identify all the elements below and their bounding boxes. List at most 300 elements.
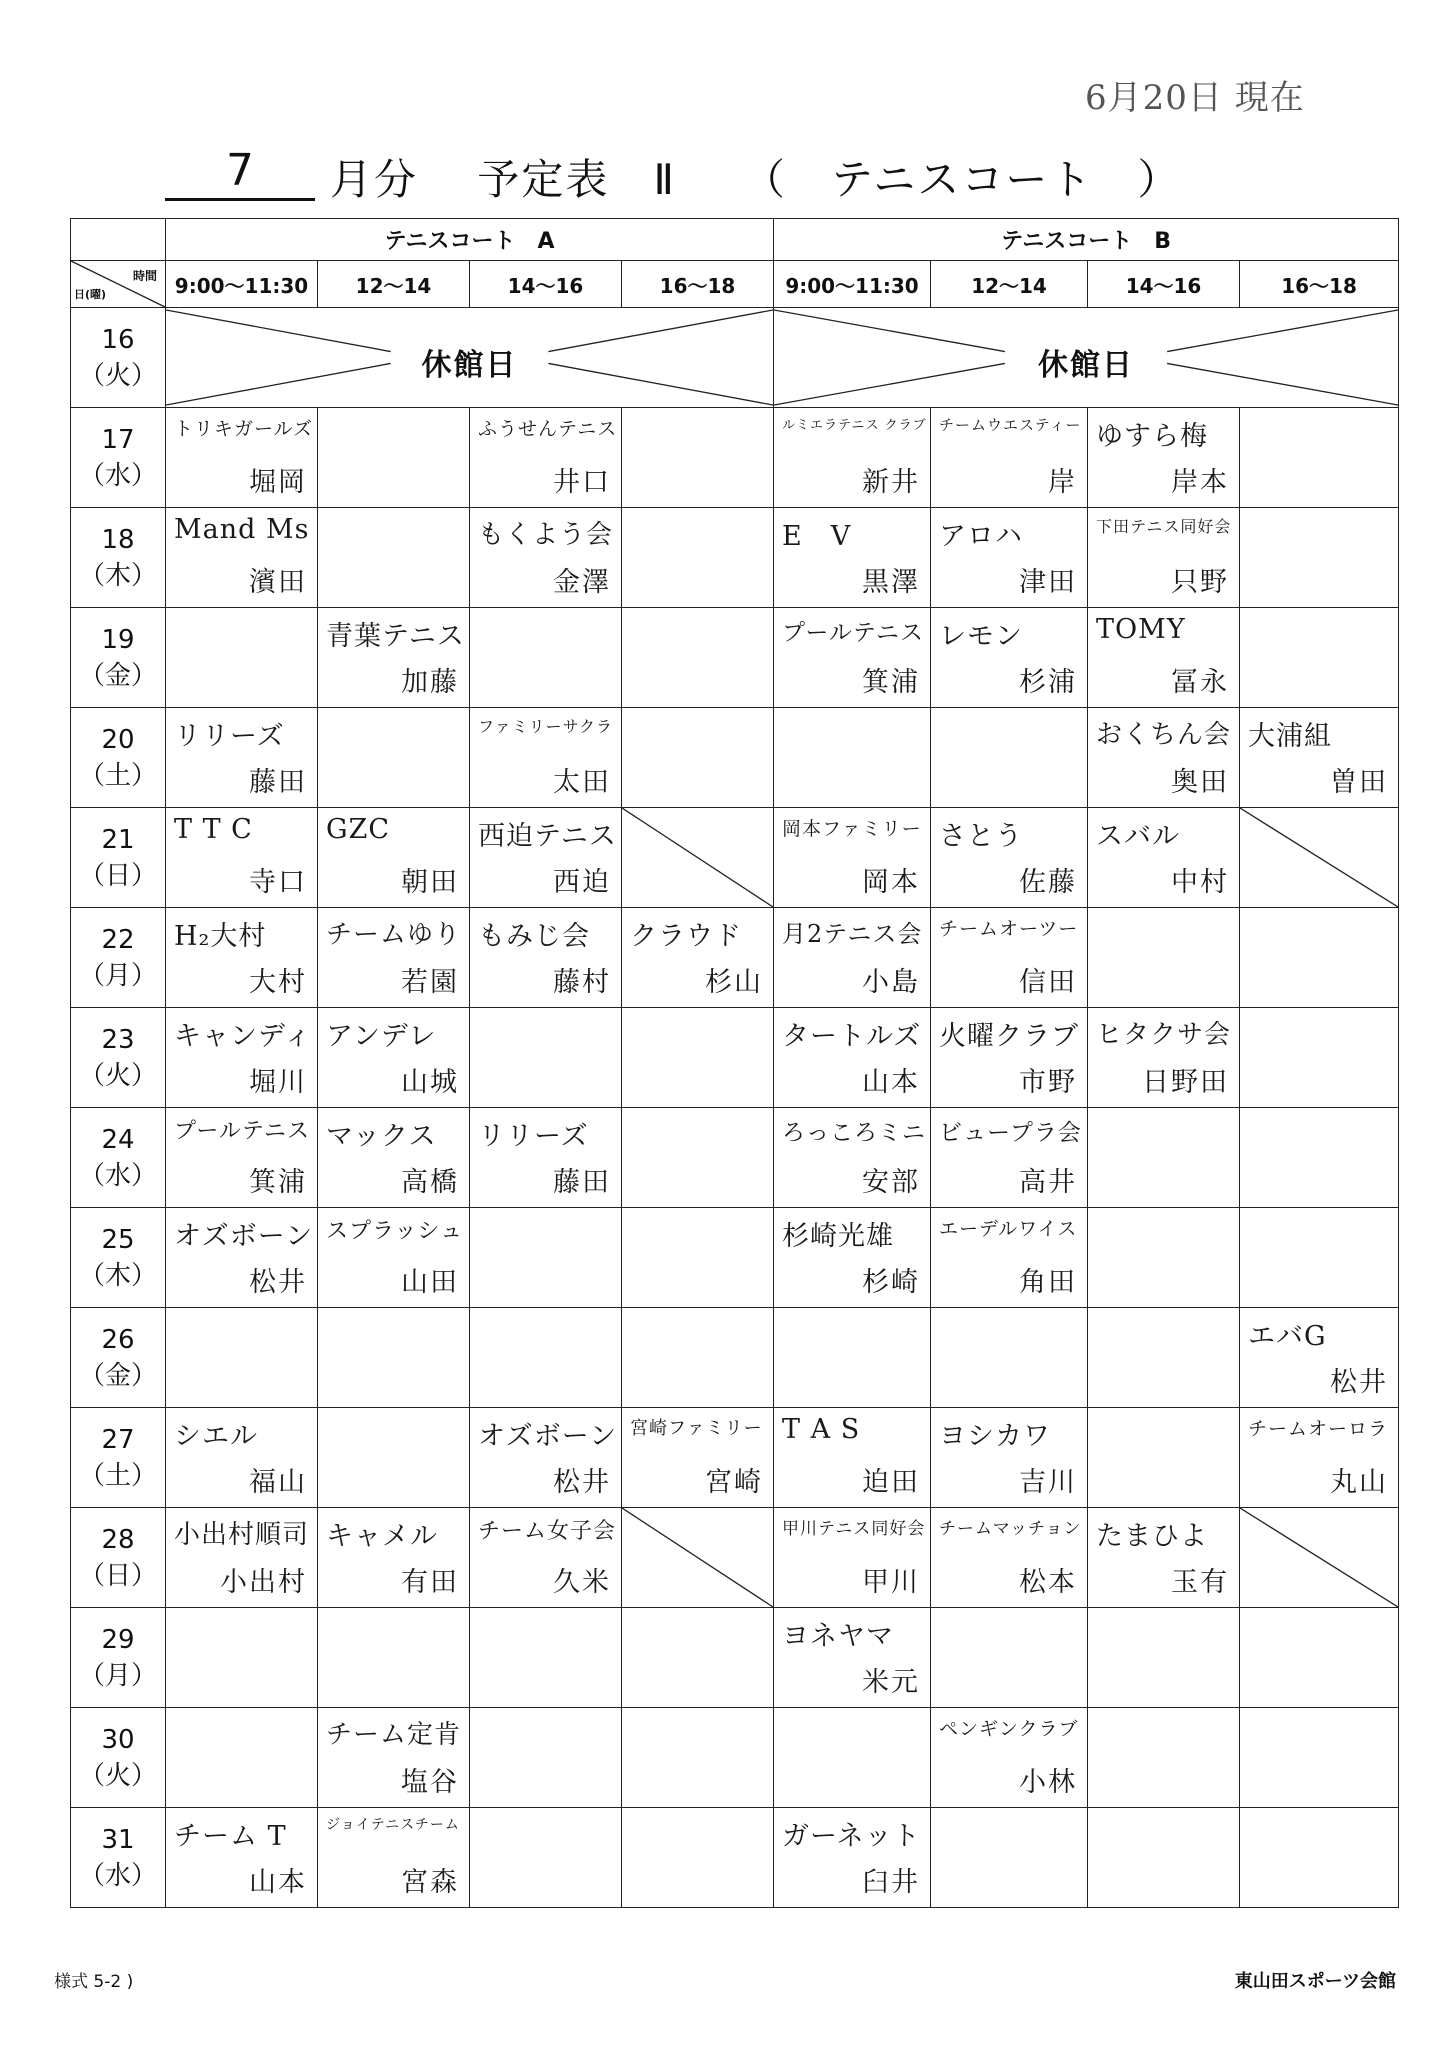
day-cell — [71, 1108, 166, 1208]
schedule-row — [71, 1608, 1399, 1708]
representative-name: 宮崎 — [705, 1467, 764, 1498]
booking-slot[interactable] — [318, 1308, 470, 1408]
team-name: オズボーン — [478, 1421, 618, 1452]
representative-name: 有田 — [401, 1567, 459, 1598]
booking-slot[interactable] — [1088, 708, 1240, 808]
booking-slot[interactable] — [774, 1808, 931, 1908]
time-slot-header: 14～16 — [470, 261, 622, 308]
booking-slot[interactable] — [166, 408, 318, 508]
team-name: シエル — [174, 1421, 258, 1452]
representative-name: 津田 — [1019, 567, 1078, 598]
court-a-closed-cell — [166, 308, 774, 408]
day-weekday: （木） — [78, 1260, 157, 1291]
booking-slot[interactable] — [470, 708, 622, 808]
day-date: 17 — [101, 424, 135, 455]
team-name: GZC — [326, 814, 390, 845]
team-name: チームオーツー — [939, 918, 1079, 940]
schedule-row — [71, 608, 1399, 708]
booking-slot[interactable] — [774, 808, 931, 908]
booking-slot[interactable] — [1088, 1208, 1240, 1308]
team-name: レモン — [939, 621, 1024, 652]
booking-slot[interactable] — [774, 408, 931, 508]
booking-slot[interactable] — [1088, 908, 1240, 1008]
representative-name: 山田 — [401, 1267, 459, 1298]
team-name: アロハ — [939, 521, 1024, 552]
day-date: 29 — [101, 1624, 135, 1655]
day-cell — [71, 808, 166, 908]
booking-slot[interactable] — [1088, 408, 1240, 508]
day-date: 23 — [101, 1024, 135, 1055]
representative-name: 山城 — [401, 1067, 459, 1098]
day-weekday: （金） — [78, 660, 157, 691]
booking-slot[interactable] — [931, 1808, 1088, 1908]
booking-slot[interactable] — [622, 1108, 774, 1208]
booking-slot[interactable] — [470, 508, 622, 608]
booking-slot[interactable] — [931, 408, 1088, 508]
team-name: オズボーン — [174, 1221, 314, 1252]
team-name: ヨシカワ — [939, 1421, 1052, 1452]
day-weekday: （火） — [78, 1060, 157, 1091]
booking-slot[interactable] — [1240, 1708, 1399, 1808]
booking-slot[interactable] — [1088, 1008, 1240, 1108]
schedule-row — [71, 1208, 1399, 1308]
unavailable-slash — [1240, 808, 1398, 907]
representative-name: 高橋 — [401, 1167, 459, 1198]
booking-slot[interactable] — [470, 1408, 622, 1508]
team-name: 火曜クラブ — [939, 1021, 1080, 1052]
booking-slot[interactable] — [1240, 1008, 1399, 1108]
booking-slot[interactable] — [166, 1408, 318, 1508]
booking-slot[interactable] — [774, 1208, 931, 1308]
booking-slot[interactable] — [470, 1808, 622, 1908]
booking-slot[interactable] — [1240, 908, 1399, 1008]
booking-slot[interactable] — [166, 1808, 318, 1908]
team-name: チームウエスティー — [939, 416, 1082, 434]
team-name: 大浦組 — [1248, 721, 1333, 752]
representative-name: 福山 — [249, 1467, 307, 1498]
team-name: ガーネット — [782, 1821, 921, 1852]
booking-slot[interactable] — [470, 1008, 622, 1108]
team-name: E V — [782, 521, 852, 552]
day-cell — [71, 1308, 166, 1408]
representative-name: 安部 — [862, 1167, 921, 1198]
team-name: TOMY — [1096, 614, 1186, 645]
day-date: 24 — [101, 1124, 135, 1155]
schedule-row — [71, 508, 1399, 608]
corner-day-label: 日(曜) — [74, 288, 107, 301]
team-name: ジョイテニスチーム — [326, 1817, 460, 1833]
booking-slot[interactable] — [166, 808, 318, 908]
booking-slot[interactable] — [622, 1308, 774, 1408]
booking-slot[interactable] — [470, 608, 622, 708]
team-name: もくよう会 — [478, 520, 614, 550]
representative-name: 松井 — [553, 1467, 611, 1498]
representative-name: 玉有 — [1171, 1567, 1230, 1598]
booking-slot[interactable] — [1240, 1508, 1399, 1608]
day-weekday: （水） — [78, 1860, 157, 1891]
time-slot-header: 16～18 — [1240, 261, 1399, 308]
representative-name: 臼井 — [862, 1867, 921, 1898]
team-name: チームマッチョン — [939, 1519, 1082, 1539]
day-date: 19 — [101, 624, 135, 655]
as-of-date-note: 6月20日 現在 — [1085, 78, 1305, 118]
day-weekday: （金） — [78, 1360, 157, 1391]
booking-slot[interactable] — [1240, 608, 1399, 708]
day-date: 22 — [101, 924, 135, 955]
booking-slot[interactable] — [1240, 1608, 1399, 1708]
team-name: ファミリーサクラ — [478, 717, 614, 736]
representative-name: 西迫 — [553, 867, 611, 898]
booking-slot[interactable] — [622, 1508, 774, 1608]
booking-slot[interactable] — [1088, 1808, 1240, 1908]
booking-slot[interactable] — [318, 408, 470, 508]
booking-slot[interactable] — [1088, 608, 1240, 708]
booking-slot[interactable] — [1240, 408, 1399, 508]
booking-slot[interactable] — [622, 408, 774, 508]
day-cell — [71, 508, 166, 608]
booking-slot[interactable] — [166, 608, 318, 708]
day-cell — [71, 908, 166, 1008]
team-name: プールテニス — [782, 620, 924, 646]
booking-slot[interactable] — [622, 1208, 774, 1308]
representative-name: 朝田 — [401, 867, 459, 898]
representative-name: 塩谷 — [401, 1767, 459, 1798]
booking-slot[interactable] — [931, 1108, 1088, 1208]
representative-name: 金澤 — [553, 567, 611, 598]
booking-slot[interactable] — [1088, 1708, 1240, 1808]
booking-slot[interactable] — [1240, 1308, 1399, 1408]
day-cell — [71, 408, 166, 508]
unavailable-slash — [622, 808, 773, 907]
booking-slot[interactable] — [166, 908, 318, 1008]
representative-name: 迫田 — [862, 1467, 921, 1498]
representative-name: 米元 — [862, 1667, 921, 1698]
day-weekday: （火） — [78, 1760, 157, 1791]
day-weekday: （土） — [78, 1460, 157, 1491]
booking-slot[interactable] — [774, 1408, 931, 1508]
representative-name: 加藤 — [401, 667, 459, 698]
booking-slot[interactable] — [470, 408, 622, 508]
booking-slot[interactable] — [1088, 508, 1240, 608]
booking-slot[interactable] — [1088, 1408, 1240, 1508]
team-name: タートルズ — [782, 1021, 922, 1052]
booking-slot[interactable] — [622, 1708, 774, 1808]
booking-slot[interactable] — [622, 708, 774, 808]
team-name: ペンギンクラブ — [939, 1718, 1079, 1740]
representative-name: 久米 — [553, 1567, 611, 1598]
team-name: スバル — [1096, 821, 1181, 852]
representative-name: 松井 — [249, 1267, 307, 1298]
booking-slot[interactable] — [1240, 508, 1399, 608]
day-date: 16 — [101, 324, 135, 355]
team-name: ヒタクサ会 — [1096, 1020, 1232, 1050]
corner-top — [71, 219, 166, 261]
day-date: 20 — [101, 724, 135, 755]
booking-slot[interactable] — [931, 1008, 1088, 1108]
booking-slot[interactable] — [622, 1008, 774, 1108]
court-a-header: テニスコート A — [166, 219, 774, 261]
representative-name: 丸山 — [1330, 1467, 1389, 1498]
day-cell — [71, 1608, 166, 1708]
booking-slot[interactable] — [1088, 1108, 1240, 1208]
representative-name: 信田 — [1019, 967, 1078, 998]
team-name: チーム定肯 — [326, 1720, 462, 1750]
representative-name: 曽田 — [1330, 767, 1389, 798]
representative-name: 甲川 — [862, 1567, 921, 1598]
booking-slot[interactable] — [622, 1808, 774, 1908]
team-name: 西迫テニス — [478, 821, 617, 852]
time-slot-header: 9:00～11:30 — [166, 261, 318, 308]
representative-name: 大村 — [249, 967, 307, 998]
booking-slot[interactable] — [1240, 1208, 1399, 1308]
booking-slot[interactable] — [622, 808, 774, 908]
representative-name: 山本 — [862, 1067, 921, 1098]
title-label: 月分 予定表 Ⅱ （ テニスコート ） — [330, 155, 1182, 204]
booking-slot[interactable] — [166, 708, 318, 808]
team-name: ヨネヤマ — [782, 1621, 895, 1652]
day-cell — [71, 308, 166, 408]
schedule-row — [71, 1108, 1399, 1208]
schedule-row — [71, 1408, 1399, 1508]
team-name: 小出村順司 — [174, 1520, 310, 1550]
booking-slot[interactable] — [166, 1308, 318, 1408]
booking-slot[interactable] — [774, 908, 931, 1008]
representative-name: 井口 — [553, 467, 611, 498]
representative-name: 杉山 — [705, 967, 764, 998]
representative-name: 濱田 — [249, 567, 307, 598]
schedule-row — [71, 408, 1399, 508]
booking-slot[interactable] — [166, 508, 318, 608]
representative-name: 日野田 — [1142, 1067, 1230, 1098]
booking-slot[interactable] — [1240, 808, 1399, 908]
representative-name: 松本 — [1019, 1567, 1078, 1598]
booking-slot[interactable] — [1088, 808, 1240, 908]
representative-name: 市野 — [1019, 1067, 1078, 1098]
representative-name: 高井 — [1019, 1167, 1078, 1198]
booking-slot[interactable] — [318, 1608, 470, 1708]
booking-slot[interactable] — [470, 1708, 622, 1808]
team-name: チーム女子会 — [478, 1519, 617, 1544]
representative-name: 奥田 — [1171, 767, 1230, 798]
booking-slot[interactable] — [318, 508, 470, 608]
booking-slot[interactable] — [931, 1308, 1088, 1408]
booking-slot[interactable] — [931, 1208, 1088, 1308]
booking-slot[interactable] — [774, 1708, 931, 1808]
booking-slot[interactable] — [622, 508, 774, 608]
booking-slot[interactable] — [1240, 708, 1399, 808]
representative-name: 堀岡 — [249, 467, 307, 498]
team-name: ゆすら梅 — [1096, 421, 1209, 452]
team-name: ろっころミニ — [782, 1120, 927, 1146]
booking-slot[interactable] — [774, 508, 931, 608]
booking-slot[interactable] — [166, 1108, 318, 1208]
schedule-row — [71, 308, 1399, 408]
representative-name: 箕浦 — [862, 667, 921, 698]
booking-slot[interactable] — [1240, 1108, 1399, 1208]
booking-slot[interactable] — [622, 908, 774, 1008]
representative-name: 佐藤 — [1019, 867, 1078, 898]
booking-slot[interactable] — [1240, 1808, 1399, 1908]
day-weekday: （日） — [78, 860, 157, 891]
team-name: チーム T — [174, 1821, 287, 1852]
team-name: アンデレ — [326, 1021, 437, 1052]
booking-slot[interactable] — [318, 808, 470, 908]
booking-slot[interactable] — [470, 908, 622, 1008]
booking-slot[interactable] — [318, 1708, 470, 1808]
representative-name: 宮森 — [401, 1867, 459, 1898]
representative-name: 太田 — [553, 767, 611, 798]
representative-name: 寺口 — [249, 867, 307, 898]
team-name: チームゆり — [326, 920, 462, 950]
booking-slot[interactable] — [931, 1708, 1088, 1808]
team-name: 岡本ファミリー — [782, 818, 922, 840]
schedule-row — [71, 808, 1399, 908]
team-name: T A S — [782, 1414, 861, 1445]
title-month: 7 — [165, 145, 315, 201]
booking-slot[interactable] — [931, 1508, 1088, 1608]
booking-slot[interactable] — [622, 608, 774, 708]
representative-name: 小島 — [862, 967, 921, 998]
booking-slot[interactable] — [318, 908, 470, 1008]
representative-name: 中村 — [1171, 867, 1230, 898]
day-cell — [71, 608, 166, 708]
booking-slot[interactable] — [318, 608, 470, 708]
booking-slot[interactable] — [166, 1508, 318, 1608]
representative-name: 冨永 — [1171, 667, 1230, 698]
booking-slot[interactable] — [470, 1208, 622, 1308]
representative-name: 山本 — [249, 1867, 307, 1898]
team-name: キャメル — [326, 1521, 438, 1552]
booking-slot[interactable] — [470, 1108, 622, 1208]
team-name: スプラッシュ — [326, 1219, 464, 1244]
team-name: プールテニス — [174, 1119, 311, 1144]
booking-slot[interactable] — [470, 808, 622, 908]
booking-slot[interactable] — [774, 1608, 931, 1708]
closed-label: 休館日 — [1038, 348, 1135, 383]
representative-name: 若園 — [401, 967, 459, 998]
day-weekday: （月） — [78, 1660, 157, 1691]
booking-slot[interactable] — [931, 1408, 1088, 1508]
day-date: 30 — [101, 1724, 135, 1755]
representative-name: 杉崎 — [862, 1267, 921, 1298]
booking-slot[interactable] — [470, 1608, 622, 1708]
booking-slot[interactable] — [318, 1008, 470, 1108]
day-weekday: （日） — [78, 1560, 157, 1591]
booking-slot[interactable] — [774, 608, 931, 708]
booking-slot[interactable] — [318, 1508, 470, 1608]
form-number: 様式 5-2 ) — [54, 1972, 134, 1992]
team-name: ルミエラテニス クラブ — [782, 418, 927, 433]
team-name: Mand Ms — [174, 514, 310, 545]
corner-cell — [71, 261, 166, 308]
booking-slot[interactable] — [774, 1108, 931, 1208]
team-name: キャンディ — [174, 1021, 312, 1052]
page-title — [165, 145, 1225, 205]
day-cell — [71, 1408, 166, 1508]
day-cell — [71, 1708, 166, 1808]
booking-slot[interactable] — [166, 1708, 318, 1808]
booking-slot[interactable] — [1240, 1408, 1399, 1508]
court-b-closed-cell — [774, 308, 1399, 408]
day-weekday: （水） — [78, 460, 157, 491]
booking-slot[interactable] — [774, 708, 931, 808]
booking-slot[interactable] — [931, 1608, 1088, 1708]
team-name: たまひよ — [1096, 1521, 1209, 1552]
booking-slot[interactable] — [931, 508, 1088, 608]
booking-slot[interactable] — [931, 808, 1088, 908]
team-name: マックス — [326, 1121, 437, 1152]
representative-name: 松井 — [1330, 1367, 1389, 1398]
booking-slot[interactable] — [318, 1208, 470, 1308]
representative-name: 只野 — [1171, 567, 1230, 598]
team-name: エバG — [1248, 1321, 1327, 1352]
team-name: クラウド — [630, 921, 742, 952]
representative-name: 岸本 — [1171, 467, 1230, 498]
court-b-header: テニスコート B — [774, 219, 1399, 261]
day-cell — [71, 1008, 166, 1108]
booking-slot[interactable] — [470, 1308, 622, 1408]
booking-slot[interactable] — [1088, 1308, 1240, 1408]
day-date: 21 — [101, 824, 135, 855]
team-name: リリーズ — [478, 1121, 589, 1152]
day-date: 27 — [101, 1424, 135, 1455]
schedule-row — [71, 1308, 1399, 1408]
representative-name: 藤村 — [553, 967, 611, 998]
day-weekday: （火） — [78, 360, 157, 391]
team-name: H₂大村 — [174, 921, 267, 952]
booking-slot[interactable] — [622, 1408, 774, 1508]
booking-slot[interactable] — [318, 708, 470, 808]
booking-slot[interactable] — [318, 1808, 470, 1908]
team-name: おくちん会 — [1096, 720, 1232, 750]
booking-slot[interactable] — [931, 608, 1088, 708]
booking-slot[interactable] — [931, 908, 1088, 1008]
team-name: T T C — [174, 814, 253, 845]
day-weekday: （土） — [78, 760, 157, 791]
representative-name: 黒澤 — [862, 567, 921, 598]
booking-slot[interactable] — [318, 1108, 470, 1208]
unavailable-slash — [1240, 1508, 1398, 1607]
booking-slot[interactable] — [622, 1608, 774, 1708]
team-name: エーデルワイス — [939, 1218, 1078, 1240]
booking-slot[interactable] — [931, 708, 1088, 808]
team-name: 宮崎ファミリー — [630, 1418, 763, 1439]
team-name: もみじ会 — [478, 921, 590, 952]
booking-slot[interactable] — [1088, 1508, 1240, 1608]
representative-name: 小林 — [1019, 1767, 1078, 1798]
day-cell — [71, 1508, 166, 1608]
booking-slot[interactable] — [166, 1608, 318, 1708]
team-name: チームオーロラ — [1248, 1418, 1389, 1440]
day-date: 26 — [101, 1324, 135, 1355]
time-slot-header: 12～14 — [931, 261, 1088, 308]
booking-slot[interactable] — [774, 1308, 931, 1408]
booking-slot[interactable] — [166, 1208, 318, 1308]
booking-slot[interactable] — [774, 1008, 931, 1108]
booking-slot[interactable] — [470, 1508, 622, 1608]
schedule-row — [71, 1708, 1399, 1808]
booking-slot[interactable] — [166, 1008, 318, 1108]
team-name: ふうせんテニス — [478, 418, 618, 440]
team-name: ビュープラ会 — [939, 1120, 1082, 1146]
representative-name: 吉川 — [1019, 1467, 1078, 1498]
booking-slot[interactable] — [1088, 1608, 1240, 1708]
representative-name: 堀川 — [249, 1067, 307, 1098]
time-slot-header: 16～18 — [622, 261, 774, 308]
booking-slot[interactable] — [774, 1508, 931, 1608]
corner-time-label: 時間 — [132, 269, 157, 283]
booking-slot[interactable] — [318, 1408, 470, 1508]
